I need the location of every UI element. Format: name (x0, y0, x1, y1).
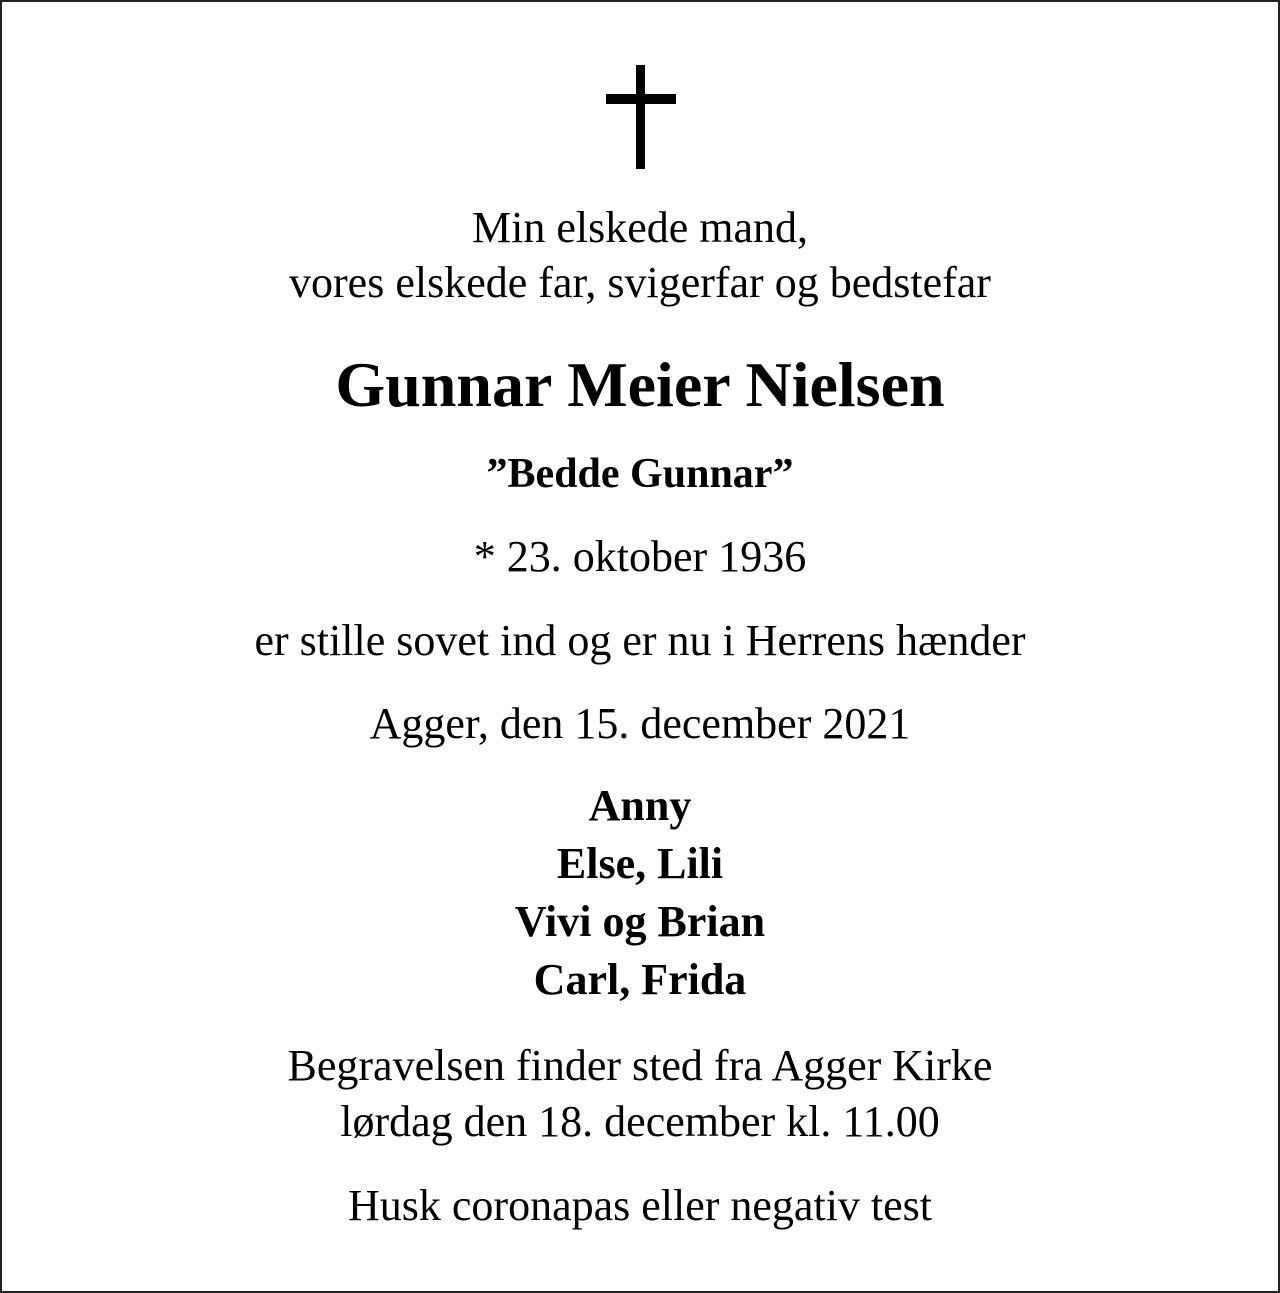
funeral-line-1: Begravelsen finder sted fra Agger Kirke (287, 1041, 993, 1090)
birth-date: * 23. oktober 1936 (473, 532, 807, 581)
family-line-3: Vivi og Brian (514, 897, 766, 946)
family-line-4: Carl, Frida (533, 955, 747, 1004)
nickname: ”Bedde Gunnar” (486, 451, 794, 497)
covid-note: Husk coronapas eller negativ test (347, 1181, 933, 1230)
cross-horizontal-bar (606, 94, 676, 104)
funeral-line-2: lørdag den 18. december kl. 11.00 (340, 1097, 940, 1146)
cross-vertical-bar (636, 65, 645, 169)
deceased-name: Gunnar Meier Nielsen (335, 349, 945, 420)
place-and-date: Agger, den 15. december 2021 (369, 699, 911, 748)
intro-line-2: vores elskede far, svigerfar og bedstefar (289, 258, 991, 307)
family-line-2: Else, Lili (556, 839, 724, 888)
passing-text: er stille sovet ind og er nu i Herrens hænder (254, 616, 1026, 665)
family-line-1: Anny (588, 781, 692, 830)
intro-line-1: Min elskede mand, (471, 203, 809, 252)
